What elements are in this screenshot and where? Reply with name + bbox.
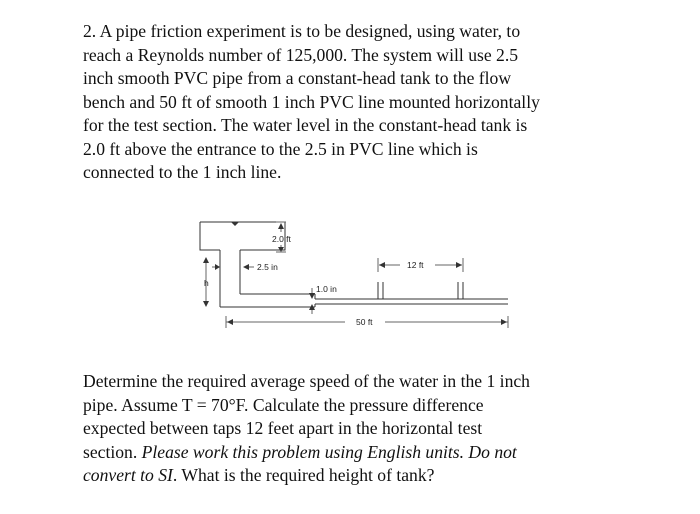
problem-line-1: 2. A pipe friction experiment is to be designed, using water, to bbox=[83, 21, 521, 41]
problem-line-6: 2.0 ft above the entrance to the 2.5 in PVC line which is bbox=[83, 138, 478, 159]
question-line-5: convert to SI. What is the required height of tank? bbox=[83, 465, 435, 485]
tank-head-label: 2.0 ft bbox=[272, 234, 291, 244]
small-pipe bbox=[315, 294, 508, 307]
question-line-3: expected between taps 12 feet apart in the horizontal test bbox=[83, 418, 483, 438]
water-level-marker bbox=[228, 222, 242, 226]
tap-spacing-label: 12 ft bbox=[407, 260, 424, 270]
pipe-system-diagram bbox=[190, 210, 520, 340]
small-pipe-label: 1.0 in bbox=[316, 284, 337, 294]
problem-line-2: reach a Reynolds number of 125,000. The system will use 2.5 bbox=[83, 44, 519, 65]
small-pipe-arrow bbox=[309, 288, 315, 314]
pressure-tap-left bbox=[378, 282, 383, 299]
large-pipe-label: 2.5 in bbox=[257, 262, 278, 272]
problem-line-3: inch smooth PVC pipe from a constant-head tank to the flow bbox=[83, 68, 512, 88]
large-pipe-arrow bbox=[243, 264, 254, 270]
large-pipe bbox=[220, 250, 315, 307]
question-line-2: pipe. Assume T = 70°F. Calculate the pressure difference bbox=[83, 394, 484, 415]
problem-line-5: for the test section. The water level in the constant-head tank is bbox=[83, 115, 528, 135]
problem-line-7: connected to the 1 inch line. bbox=[83, 162, 282, 182]
problem-statement bbox=[83, 20, 628, 185]
no-si-instruction: convert to SI bbox=[83, 465, 173, 485]
length-label: 50 ft bbox=[356, 317, 373, 327]
height-label: h bbox=[204, 278, 209, 288]
question-text bbox=[83, 370, 628, 488]
problem-number: 2. bbox=[83, 21, 97, 41]
pressure-tap-right bbox=[458, 282, 463, 299]
question-line-1: Determine the required average speed of the water in the 1 inch bbox=[83, 371, 530, 391]
question-line-4: section. Please work this problem using English units. Do not bbox=[83, 441, 517, 462]
problem-line-4: bench and 50 ft of smooth 1 inch PVC line mounted horizontally bbox=[83, 91, 540, 112]
english-units-instruction: Please work this problem using English units. Do not bbox=[141, 441, 517, 462]
